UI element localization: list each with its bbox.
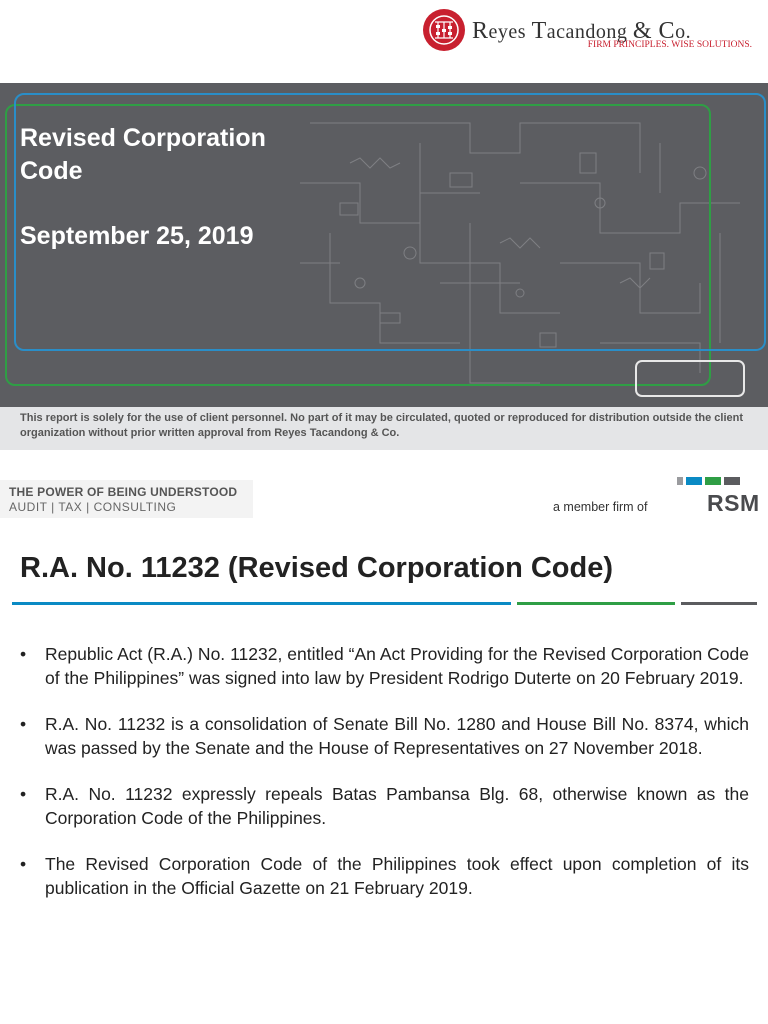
bullet-text: The Revised Corporation Code of the Philippines took effect upon completion of its publication in the Official Gazette on 21 February 2019. xyxy=(45,854,749,898)
title-rule-gray xyxy=(681,602,757,605)
list-item xyxy=(20,642,749,690)
slide-title: R.A. No. 11232 (Revised Corporation Code) xyxy=(20,552,614,584)
member-firm-text: a member firm of xyxy=(553,500,648,514)
services-line: AUDIT | TAX | CONSULTING xyxy=(9,500,177,514)
rsm-logo: RSM xyxy=(707,490,760,516)
bullet-text: Republic Act (R.A.) No. 11232, entitled “An Act Providing for the Revised Corporation Code of the Philippines” was signed into law by President Rodrigo Duterte on 20 February 2019. xyxy=(45,644,749,688)
tagline-box xyxy=(0,480,253,518)
power-tagline: THE POWER OF BEING UNDERSTOOD xyxy=(9,485,238,499)
presentation-date: September 25, 2019 xyxy=(20,222,254,250)
abacus-logo-icon xyxy=(422,8,466,52)
firm-name: Reyes Tacandong & Co. xyxy=(472,18,692,44)
bullet-text: R.A. No. 11232 expressly repeals Batas Pambansa Blg. 68, otherwise known as the Corporation Code of the Philippines. xyxy=(45,784,749,828)
list-item xyxy=(20,782,749,830)
decorative-frame-white xyxy=(635,360,745,397)
title-banner xyxy=(0,83,768,407)
presentation-title: Revised Corporation Code xyxy=(20,124,266,185)
bullet-icon: • xyxy=(20,854,27,874)
firm-tagline: FIRM PRINCIPLES. WISE SOLUTIONS. xyxy=(587,40,752,50)
list-item xyxy=(20,852,749,900)
bullet-icon: • xyxy=(20,644,27,664)
firm-logo xyxy=(420,6,760,52)
bullet-icon: • xyxy=(20,784,27,804)
title-rule-blue xyxy=(12,602,511,605)
title-rule-green xyxy=(517,602,675,605)
bullet-text: R.A. No. 11232 is a consolidation of Senate Bill No. 1280 and House Bill No. 8374, which was passed by the Senate and the House of Representatives on 27 November 2018. xyxy=(45,714,749,758)
bullet-icon: • xyxy=(20,714,27,734)
list-item xyxy=(20,712,749,760)
disclaimer-text: This report is solely for the use of client personnel. No part of it may be circulated, quoted or reproduced for distribution outside the client organization without prior written approval from Reyes Tacandong & Co. xyxy=(0,407,768,450)
bullet-list xyxy=(20,642,749,922)
